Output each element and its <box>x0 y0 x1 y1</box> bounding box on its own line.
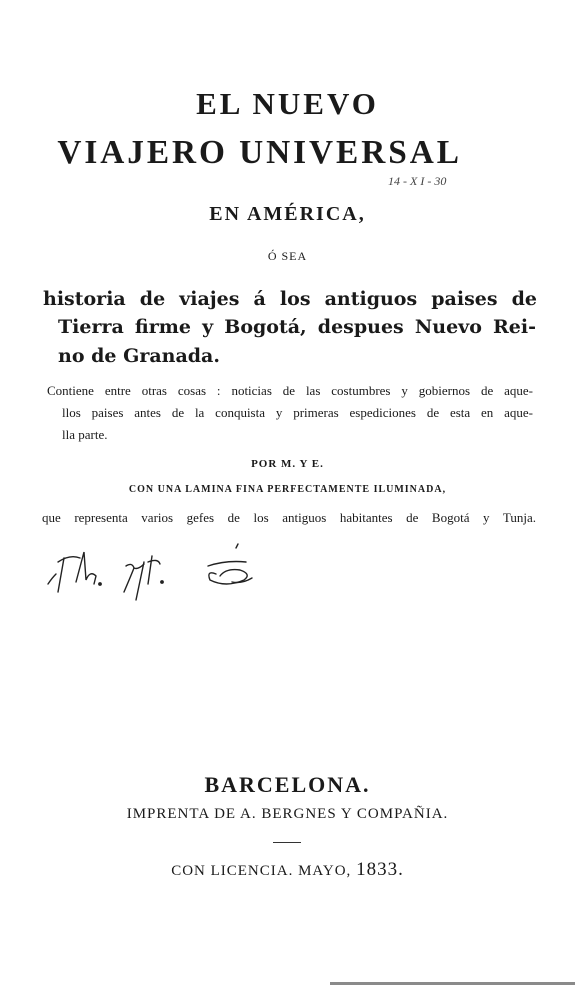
handwritten-note: 14 - X I - 30 <box>388 174 447 188</box>
title-line-3: EN AMÉRICA, <box>209 203 366 225</box>
subtitle-line-3: no de Granada. <box>58 345 220 367</box>
contents-line-1: Contiene entre otras cosas : noticias de las costumbres y gobiernos de aque- <box>47 383 533 398</box>
divider-rule <box>273 842 301 843</box>
subtitle-line-2: Tierra firme y Bogotá, despues Nuevo Rei- <box>58 316 536 338</box>
imprint-license <box>0 859 575 881</box>
title-line-2: VIAJERO UNIVERSAL <box>57 134 462 171</box>
subtitle-line-1: historia de viajes á los antiguos paises de <box>43 288 537 310</box>
plate-description: que representa varios gefes de los antiguos habitantes de Bogotá y Tunja. <box>42 510 536 525</box>
plate-note: CON UNA LAMINA FINA PERFECTAMENTE ILUMINADA, <box>128 484 447 495</box>
imprint-city: BARCELONA. <box>204 772 371 797</box>
license-text: CON LICENCIA. MAYO, <box>171 863 352 879</box>
author-line: POR M. Y E. <box>251 458 324 470</box>
handwritten-signature <box>40 540 290 610</box>
imprint-printer: IMPRENTA DE A. BERGNES Y COMPAÑIA. <box>126 806 449 822</box>
page-edge-shadow <box>330 982 575 985</box>
imprint-year: 1833. <box>356 859 404 880</box>
title-line-1: EL NUEVO <box>196 86 379 121</box>
contents-line-3: lla parte. <box>62 427 108 442</box>
contents-line-2: llos paises antes de la conquista y primeras espediciones de esta en aque- <box>62 405 533 420</box>
o-sea-label: Ó SEA <box>267 249 308 263</box>
